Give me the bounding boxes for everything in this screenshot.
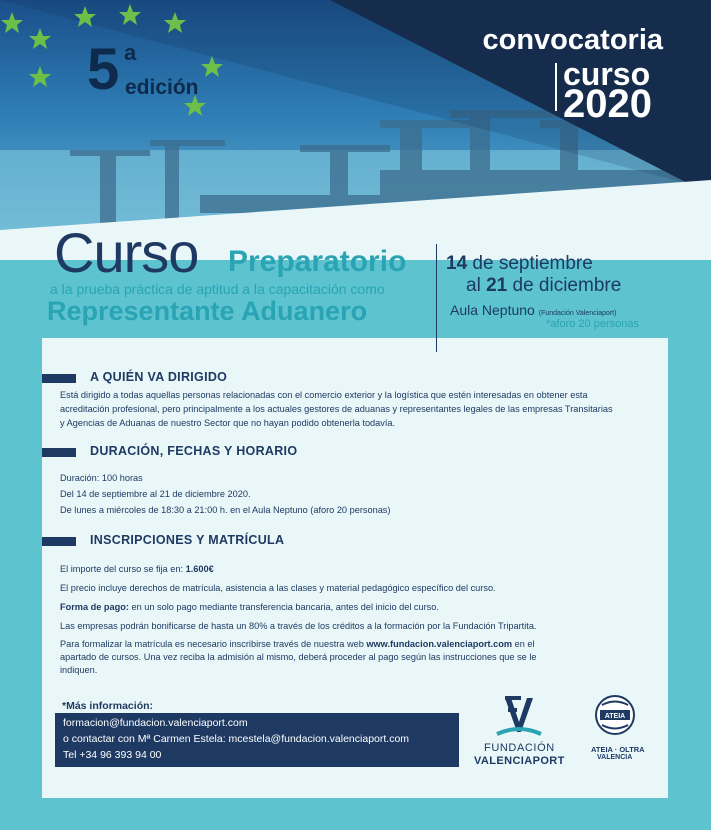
importe-line <box>60 561 537 577</box>
edition-number: 5 <box>87 37 119 102</box>
section-title-dirigido: A QUIÉN VA DIRIGIDO <box>90 370 228 384</box>
date-end-prefix: al <box>466 275 487 296</box>
formalizar-line-3: indiquen. <box>60 665 98 675</box>
paragraph-line: De lunes a miércoles de 18:30 a 21:00 h. en el Aula Neptuno (aforo 20 personas) <box>60 505 391 515</box>
ateia-badge-text: ATEIA <box>604 713 626 720</box>
date-end <box>466 275 621 297</box>
formalizar-line <box>60 638 537 651</box>
section-dirigido-text <box>60 388 613 430</box>
web-link[interactable]: www.fundacion.valenciaport.com <box>366 639 513 649</box>
contact-phone[interactable]: Tel +34 96 393 94 00 <box>63 749 162 761</box>
forma-pago-label: Forma de pago: <box>60 602 129 612</box>
section-duracion-text <box>60 470 390 518</box>
importe-value: 1.600€ <box>185 564 214 574</box>
aula-name: Aula Neptuno <box>450 302 535 318</box>
aula-label <box>450 302 616 318</box>
date-start-day: 14 <box>446 253 468 274</box>
bonificar-line: Las empresas podrán bonificarse de hasta un 80% a través de los créditos a la formación por la Fundación Tripartita. <box>60 621 537 631</box>
paragraph-line: acreditación profesional, pero principalmente a los actuales gestores de aduanas y representantes legales de las empresas Transitarias <box>60 404 613 414</box>
ateia-logo-icon <box>594 694 636 736</box>
section-bar <box>42 374 76 383</box>
title-subtitle: a la prueba práctica de aptitud a la capacitación como <box>50 281 385 297</box>
dates-divider <box>436 244 437 352</box>
formalizar-prefix: Para formalizar la matrícula es necesario inscribirse través de nuestra web <box>60 639 367 649</box>
title-curso: Curso <box>54 221 199 284</box>
valenciaport-label: VALENCIAPORT <box>474 755 565 767</box>
forma-pago-line <box>60 599 537 615</box>
more-info-heading: *Más información: <box>62 700 154 712</box>
title-representante: Representante Aduanero <box>47 296 368 326</box>
section-inscripciones-text <box>60 561 537 677</box>
contact-alt[interactable]: o contactar con Mª Carmen Estela: mcestela@fundacion.valenciaport.com <box>63 733 410 745</box>
year-label: 2020 <box>563 82 652 126</box>
ateia-label: ATEIA · OLTRA <box>591 745 645 754</box>
importe-prefix: El importe del curso se fija en: <box>60 564 186 574</box>
eu-star-icon <box>0 0 260 140</box>
contact-email[interactable]: formacion@fundacion.valenciaport.com <box>63 717 248 729</box>
date-end-day: 21 <box>486 275 508 296</box>
ateia-city: VALENCIA <box>597 754 633 761</box>
date-start-month: de septiembre <box>467 253 593 274</box>
paragraph-line: y Agencias de Aduanas de nuestro Sector que no hayan podido obtenerla todavía. <box>60 418 396 428</box>
curso-label: curso <box>563 56 651 92</box>
paragraph-line: Duración: 100 horas <box>60 473 143 483</box>
section-title-duracion: DURACIÓN, FECHAS Y HORARIO <box>90 444 298 458</box>
paragraph-line: Está dirigido a todas aquellas personas relacionadas con el comercio exterior y la logística que estén interesadas en obtener esta <box>60 390 588 400</box>
title-preparatorio: Preparatorio <box>228 245 407 278</box>
convocatoria-label: convocatoria <box>482 24 663 56</box>
aula-note: (Fundación Valenciaport) <box>538 310 617 317</box>
date-start <box>446 253 593 275</box>
edition-superscript: a <box>124 40 137 65</box>
formalizar-suffix: en el <box>512 639 535 649</box>
edition-word: edición <box>125 76 199 99</box>
precio-line: El precio incluye derechos de matrícula, asistencia a las clases y material pedagógico específico del curso. <box>60 583 496 593</box>
date-end-month: de diciembre <box>507 275 622 296</box>
fundacion-label: FUNDACIÓN <box>484 742 555 754</box>
paragraph-line: Del 14 de septiembre al 21 de diciembre 2020. <box>60 489 251 499</box>
section-bar <box>42 537 76 546</box>
section-bar <box>42 448 76 457</box>
formalizar-line-2: apartado de cursos. Una vez reciba la admisión al mismo, deberá proceder al pago según las instrucciones que se le <box>60 652 537 662</box>
header-divider <box>555 63 557 111</box>
section-title-inscripciones: INSCRIPCIONES Y MATRÍCULA <box>90 533 285 547</box>
forma-pago-text: en un solo pago mediante transferencia bancaria, antes del inicio del curso. <box>128 602 439 612</box>
aforo-label: *aforo 20 personas <box>546 318 639 330</box>
